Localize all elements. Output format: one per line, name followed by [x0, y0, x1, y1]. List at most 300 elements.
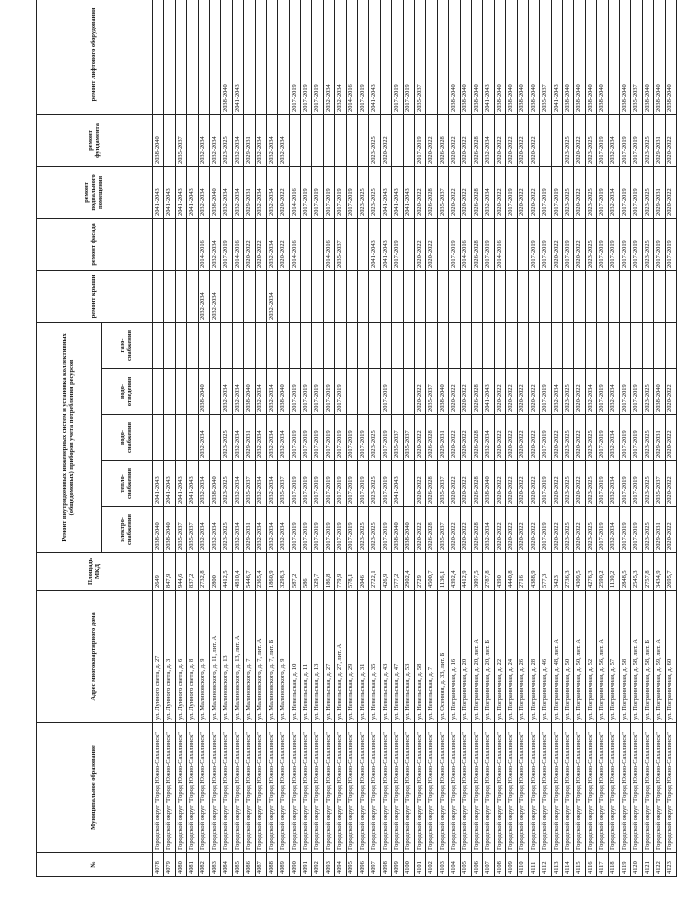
cell-heat: 2017-2019 — [312, 461, 323, 507]
cell-num: 4081 — [187, 853, 198, 877]
cell-roof — [528, 270, 539, 322]
cell-water — [164, 415, 175, 461]
cell-gas — [642, 322, 653, 368]
cell-num: 4084 — [221, 853, 232, 877]
cell-municipality: Городской округ "Город Южно-Сахалинск" — [642, 723, 653, 853]
cell-roof — [563, 270, 574, 322]
cell-foundation — [551, 114, 562, 166]
cell-lift: 2017-2019 — [392, 0, 403, 114]
cell-heat: 2041-2043 — [392, 461, 403, 507]
cell-electro: 2032-2034 — [608, 507, 619, 553]
cell-water: 2029-2031 — [654, 415, 665, 461]
cell-foundation: 2032-2034 — [608, 114, 619, 166]
cell-facade: 2017-2019 — [483, 218, 494, 270]
header-gas: газо-снабжения — [102, 322, 153, 368]
cell-address: ул. Невельская, д. 10 — [289, 591, 300, 723]
cell-water — [153, 415, 164, 461]
cell-lift — [187, 0, 198, 114]
cell-area: 577,3 — [540, 553, 551, 591]
cell-address: ул. Невельская, д. 47 — [392, 591, 403, 723]
cell-foundation: 2023-2025 — [642, 114, 653, 166]
cell-drain: 2020-2022 — [517, 369, 528, 415]
cell-roof — [437, 270, 448, 322]
cell-foundation — [358, 114, 369, 166]
cell-roof — [608, 270, 619, 322]
cell-foundation: 2035-2037 — [175, 114, 186, 166]
cell-municipality: Городской округ "Город Южно-Сахалинск" — [494, 723, 505, 853]
cell-drain: 2017-2019 — [335, 369, 346, 415]
cell-drain: 2032-2034 — [232, 369, 243, 415]
cell-num: 4097 — [369, 853, 380, 877]
cell-drain: 2032-2034 — [585, 369, 596, 415]
cell-municipality: Городской округ "Город Южно-Сахалинск" — [164, 723, 175, 853]
cell-lift: 2038-2040 — [471, 0, 482, 114]
table-row — [426, 0, 437, 877]
cell-water: 2020-2022 — [460, 415, 471, 461]
cell-municipality: Городской округ "Город Южно-Сахалинск" — [369, 723, 380, 853]
cell-area: 4412,9 — [460, 553, 471, 591]
cell-electro: 2026-2028 — [426, 507, 437, 553]
cell-basement: 2032-2034 — [255, 166, 266, 218]
cell-basement: 2023-2025 — [563, 166, 574, 218]
cell-drain: 2017-2019 — [323, 369, 334, 415]
table-row — [301, 0, 312, 877]
cell-foundation — [301, 114, 312, 166]
cell-address: ул. Малиновского, д. 7, лит. А — [255, 591, 266, 723]
cell-address: ул. Пограничная, д. 58, лит. Б — [642, 591, 653, 723]
cell-electro: 2017-2019 — [312, 507, 323, 553]
cell-basement: 2035-2037 — [437, 166, 448, 218]
cell-foundation: 2023-2025 — [585, 114, 596, 166]
cell-municipality: Городской округ "Город Южно-Сахалинск" — [198, 723, 209, 853]
cell-address: ул. Невельская, д. 53 — [403, 591, 414, 723]
cell-area: 2649 — [153, 553, 164, 591]
cell-drain: 2017-2019 — [620, 369, 631, 415]
cell-address: ул. Лунного света, д. 3 — [164, 591, 175, 723]
cell-roof — [164, 270, 175, 322]
cell-num: 4123 — [665, 853, 676, 877]
cell-electro: 2035-2037 — [175, 507, 186, 553]
cell-electro: 2032-2034 — [483, 507, 494, 553]
cell-facade: 2020-2022 — [574, 218, 585, 270]
cell-water: 2029-2031 — [437, 415, 448, 461]
cell-area: 4440,8 — [506, 553, 517, 591]
cell-electro: 2023-2025 — [563, 507, 574, 553]
cell-basement: 2032-2034 — [608, 166, 619, 218]
table-row — [631, 0, 642, 877]
table-row — [369, 0, 380, 877]
cell-area: 4392,4 — [449, 553, 460, 591]
cell-lift: 2038-2040 — [221, 0, 232, 114]
cell-municipality: Городской округ "Город Южно-Сахалинск" — [232, 723, 243, 853]
cell-heat: 2020-2022 — [517, 461, 528, 507]
cell-foundation: 2032-2034 — [232, 114, 243, 166]
table-row — [506, 0, 517, 877]
cell-municipality: Городской округ "Город Южно-Сахалинск" — [608, 723, 619, 853]
cell-num: 4112 — [540, 853, 551, 877]
cell-lift: 2035-2037 — [540, 0, 551, 114]
cell-num: 4079 — [164, 853, 175, 877]
cell-area: 837,2 — [187, 553, 198, 591]
cell-water: 2026-2028 — [471, 415, 482, 461]
cell-basement: 2017-2019 — [301, 166, 312, 218]
cell-electro: 2020-2022 — [449, 507, 460, 553]
cell-gas — [517, 322, 528, 368]
cell-lift — [244, 0, 255, 114]
cell-municipality: Городской округ "Город Южно-Сахалинск" — [403, 723, 414, 853]
cell-gas — [563, 322, 574, 368]
cell-address: ул. Пограничная, д. 20, лит. Б — [483, 591, 494, 723]
cell-address: ул. Пограничная, д. 50, лит. А — [574, 591, 585, 723]
cell-roof — [494, 270, 505, 322]
cell-facade: 2020-2022 — [414, 218, 425, 270]
cell-basement: 2023-2025 — [585, 166, 596, 218]
cell-basement: 2017-2019 — [335, 166, 346, 218]
cell-area: 1130,2 — [608, 553, 619, 591]
table-row — [551, 0, 562, 877]
cell-address: ул. Пограничная, д. 28 — [528, 591, 539, 723]
cell-facade: 2017-2019 — [221, 218, 232, 270]
cell-facade — [153, 218, 164, 270]
cell-lift — [175, 0, 186, 114]
cell-municipality: Городской округ "Город Южно-Сахалинск" — [335, 723, 346, 853]
cell-gas — [232, 322, 243, 368]
cell-roof — [506, 270, 517, 322]
cell-water — [209, 415, 220, 461]
table-row — [266, 0, 277, 877]
cell-basement: 2020-2022 — [278, 166, 289, 218]
cell-heat: 2032-2034 — [608, 461, 619, 507]
cell-heat: 2023-2025 — [221, 461, 232, 507]
cell-electro: 2023-2025 — [369, 507, 380, 553]
cell-lift — [608, 0, 619, 114]
cell-electro: 2038-2040 — [403, 507, 414, 553]
cell-heat: 2032-2034 — [198, 461, 209, 507]
cell-water: 2017-2019 — [620, 415, 631, 461]
cell-address: ул. Пограничная, д. 60 — [665, 591, 676, 723]
cell-gas — [608, 322, 619, 368]
cell-foundation — [403, 114, 414, 166]
cell-electro: 2032-2034 — [255, 507, 266, 553]
cell-foundation — [164, 114, 175, 166]
cell-drain: 2017-2019 — [631, 369, 642, 415]
cell-num: 4103 — [437, 853, 448, 877]
cell-roof — [540, 270, 551, 322]
cell-heat: 2017-2019 — [346, 461, 357, 507]
table-row — [289, 0, 300, 877]
cell-foundation: 2032-2034 — [209, 114, 220, 166]
cell-area: 587,2 — [289, 553, 300, 591]
cell-heat: 2020-2022 — [528, 461, 539, 507]
cell-lift: 2038-2040 — [574, 0, 585, 114]
cell-drain — [369, 369, 380, 415]
cell-foundation: 2017-2019 — [631, 114, 642, 166]
header-heat: тепло-снабжения — [102, 461, 153, 507]
cell-drain — [175, 369, 186, 415]
cell-municipality: Городской округ "Город Южно-Сахалинск" — [426, 723, 437, 853]
cell-roof — [574, 270, 585, 322]
cell-roof — [483, 270, 494, 322]
cell-lift: 2041-2043 — [483, 0, 494, 114]
cell-facade: 2020-2022 — [551, 218, 562, 270]
cell-electro: 2026-2028 — [471, 507, 482, 553]
cell-foundation: 2017-2019 — [414, 114, 425, 166]
cell-gas — [483, 322, 494, 368]
cell-electro: 2017-2019 — [323, 507, 334, 553]
cell-gas — [528, 322, 539, 368]
cell-municipality: Городской округ "Город Южно-Сахалинск" — [255, 723, 266, 853]
cell-roof — [620, 270, 631, 322]
cell-electro: 2020-2022 — [528, 507, 539, 553]
cell-heat: 2017-2019 — [380, 461, 391, 507]
cell-num: 4109 — [506, 853, 517, 877]
cell-address: ул. Пограничная, д. 58, лит. А — [631, 591, 642, 723]
cell-roof — [665, 270, 676, 322]
cell-electro: 2020-2022 — [517, 507, 528, 553]
cell-basement: 2017-2019 — [506, 166, 517, 218]
cell-municipality: Городской округ "Город Южно-Сахалинск" — [392, 723, 403, 853]
cell-area: 2722,1 — [369, 553, 380, 591]
cell-facade: 2014-2016 — [494, 218, 505, 270]
cell-gas — [198, 322, 209, 368]
table-row — [574, 0, 585, 877]
cell-lift: 2035-2037 — [631, 0, 642, 114]
cell-area: 4309,5 — [574, 553, 585, 591]
cell-municipality: Городской округ "Город Южно-Сахалинск" — [528, 723, 539, 853]
cell-drain: 2023-2025 — [563, 369, 574, 415]
cell-address: ул. Невельская, д. 13 — [312, 591, 323, 723]
cell-water: 2017-2019 — [301, 415, 312, 461]
header-drain: водо-отведения — [102, 369, 153, 415]
header-area: Площадь МКД — [37, 553, 153, 591]
header-foundation: ремонт фундамента — [37, 114, 153, 166]
cell-facade: 2014-2016 — [323, 218, 334, 270]
cell-foundation: 2020-2022 — [506, 114, 517, 166]
cell-heat: 2020-2022 — [506, 461, 517, 507]
cell-area: 2046 — [358, 553, 369, 591]
cell-area: 586 — [301, 553, 312, 591]
cell-area: 2848,5 — [620, 553, 631, 591]
cell-num: 4087 — [255, 853, 266, 877]
cell-num: 4101 — [414, 853, 425, 877]
cell-gas — [597, 322, 608, 368]
cell-foundation: 2032-2034 — [255, 114, 266, 166]
cell-address: ул. Пограничная, д. 56, лит. А — [597, 591, 608, 723]
cell-municipality: Городской округ "Город Южно-Сахалинск" — [289, 723, 300, 853]
cell-area: 4388,9 — [528, 553, 539, 591]
cell-municipality: Городской округ "Город Южно-Сахалинск" — [483, 723, 494, 853]
cell-municipality: Городской округ "Город Южно-Сахалинск" — [301, 723, 312, 853]
cell-foundation: 2023-2025 — [221, 114, 232, 166]
cell-lift: 2038-2040 — [460, 0, 471, 114]
cell-gas — [175, 322, 186, 368]
cell-foundation: 2020-2022 — [494, 114, 505, 166]
cell-facade — [175, 218, 186, 270]
cell-basement: 2020-2022 — [528, 166, 539, 218]
cell-gas — [506, 322, 517, 368]
cell-num: 4110 — [517, 853, 528, 877]
cell-electro: 2032-2034 — [278, 507, 289, 553]
cell-foundation: 2023-2025 — [369, 114, 380, 166]
table-row — [346, 0, 357, 877]
cell-gas — [312, 322, 323, 368]
cell-basement: 2026-2028 — [426, 166, 437, 218]
header-municipality: Муниципальное образование — [37, 723, 153, 853]
cell-heat: 2035-2037 — [244, 461, 255, 507]
cell-drain: 2032-2034 — [551, 369, 562, 415]
cell-drain — [392, 369, 403, 415]
cell-gas — [540, 322, 551, 368]
cell-municipality: Городской округ "Город Южно-Сахалинск" — [517, 723, 528, 853]
cell-facade — [517, 218, 528, 270]
cell-heat: 2041-2043 — [153, 461, 164, 507]
cell-gas — [414, 322, 425, 368]
cell-facade: 2014-2016 — [289, 218, 300, 270]
cell-basement: 2041-2043 — [175, 166, 186, 218]
cell-facade: 2017-2019 — [563, 218, 574, 270]
table-row — [380, 0, 391, 877]
cell-water: 2017-2019 — [335, 415, 346, 461]
cell-electro: 2017-2019 — [620, 507, 631, 553]
cell-electro: 2017-2019 — [597, 507, 608, 553]
cell-water: 2032-2034 — [198, 415, 209, 461]
cell-lift: 2032-2034 — [323, 0, 334, 114]
cell-num: 4119 — [620, 853, 631, 877]
table-row — [517, 0, 528, 877]
cell-water: 2032-2034 — [266, 415, 277, 461]
cell-municipality: Городской округ "Город Южно-Сахалинск" — [209, 723, 220, 853]
cell-area: 944,6 — [175, 553, 186, 591]
cell-basement: 2032-2034 — [266, 166, 277, 218]
cell-lift: 2038-2040 — [654, 0, 665, 114]
cell-municipality: Городской округ "Город Южно-Сахалинск" — [221, 723, 232, 853]
cell-heat: 2017-2019 — [323, 461, 334, 507]
table-row — [232, 0, 243, 877]
cell-foundation: 2020-2022 — [426, 114, 437, 166]
cell-electro: 2017-2019 — [289, 507, 300, 553]
cell-municipality: Городской округ "Город Южно-Сахалинск" — [380, 723, 391, 853]
cell-heat: 2026-2028 — [426, 461, 437, 507]
cell-num: 4091 — [301, 853, 312, 877]
table-row — [175, 0, 186, 877]
cell-address: ул. Невельская, д. 7 — [426, 591, 437, 723]
cell-facade — [312, 218, 323, 270]
cell-roof — [244, 270, 255, 322]
cell-basement: 2017-2019 — [346, 166, 357, 218]
cell-water: 2020-2022 — [517, 415, 528, 461]
cell-water — [175, 415, 186, 461]
cell-electro: 2023-2025 — [358, 507, 369, 553]
cell-drain: 2020-2022 — [414, 369, 425, 415]
cell-basement: 2020-2022 — [517, 166, 528, 218]
cell-electro: 2017-2019 — [335, 507, 346, 553]
cell-municipality: Городской округ "Город Южно-Сахалинск" — [153, 723, 164, 853]
cell-area: 3097,5 — [471, 553, 482, 591]
cell-heat: 2035-2037 — [437, 461, 448, 507]
cell-lift: 2017-2019 — [312, 0, 323, 114]
cell-gas — [403, 322, 414, 368]
cell-electro: 2038-2040 — [392, 507, 403, 553]
cell-municipality: Городской округ "Город Южно-Сахалинск" — [540, 723, 551, 853]
cell-num: 4105 — [460, 853, 471, 877]
cell-facade: 2041-2043 — [380, 218, 391, 270]
cell-heat — [403, 461, 414, 507]
cell-municipality: Городской округ "Город Южно-Сахалинск" — [278, 723, 289, 853]
cell-num: 4093 — [323, 853, 334, 877]
table-row — [403, 0, 414, 877]
table-row — [187, 0, 198, 877]
cell-lift — [198, 0, 209, 114]
cell-foundation: 2038-2040 — [153, 114, 164, 166]
cell-num: 4096 — [358, 853, 369, 877]
table-row — [597, 0, 608, 877]
cell-lift — [278, 0, 289, 114]
cell-water: 2017-2019 — [312, 415, 323, 461]
cell-water: 2035-2037 — [392, 415, 403, 461]
cell-water: 2032-2034 — [278, 415, 289, 461]
cell-gas — [380, 322, 391, 368]
cell-water: 2020-2022 — [551, 415, 562, 461]
cell-drain: 2017-2019 — [540, 369, 551, 415]
cell-basement: 2020-2022 — [449, 166, 460, 218]
cell-heat: 2020-2022 — [460, 461, 471, 507]
cell-roof — [323, 270, 334, 322]
cell-municipality: Городской округ "Город Южно-Сахалинск" — [312, 723, 323, 853]
cell-electro: 2017-2019 — [540, 507, 551, 553]
cell-drain: 2020-2022 — [494, 369, 505, 415]
cell-heat: 2017-2019 — [597, 461, 608, 507]
cell-basement: 2023-2025 — [369, 166, 380, 218]
cell-roof — [255, 270, 266, 322]
cell-drain: 2020-2022 — [574, 369, 585, 415]
cell-drain: 2020-2022 — [460, 369, 471, 415]
cell-lift: 2017-2019 — [301, 0, 312, 114]
cell-basement: 2017-2019 — [540, 166, 551, 218]
cell-area: 847,9 — [164, 553, 175, 591]
cell-foundation: 2032-2034 — [198, 114, 209, 166]
cell-num: 4102 — [426, 853, 437, 877]
cell-heat: 2038-2040 — [209, 461, 220, 507]
cell-electro: 2038-2040 — [164, 507, 175, 553]
cell-electro: 2020-2022 — [460, 507, 471, 553]
cell-address: ул. Пограничная, д. 59, лит. А — [654, 591, 665, 723]
cell-lift: 2017-2019 — [358, 0, 369, 114]
cell-foundation: 2032-2034 — [278, 114, 289, 166]
table-row — [244, 0, 255, 877]
table-row — [471, 0, 482, 877]
cell-drain — [164, 369, 175, 415]
cell-basement: 2020-2022 — [460, 166, 471, 218]
cell-roof — [380, 270, 391, 322]
table-body — [153, 0, 677, 877]
header-lift: ремонт лифтового оборудования — [37, 0, 153, 114]
cell-address: ул. Пограничная, д. 16 — [449, 591, 460, 723]
cell-num: 4080 — [175, 853, 186, 877]
header-num: № — [37, 853, 153, 877]
cell-area: 2732,8 — [198, 553, 209, 591]
cell-area: 2902,4 — [403, 553, 414, 591]
table-row — [528, 0, 539, 877]
cell-lift: 2032-2034 — [335, 0, 346, 114]
cell-drain: 2032-2034 — [255, 369, 266, 415]
cell-basement: 2038-2040 — [209, 166, 220, 218]
cell-lift: 2038-2040 — [449, 0, 460, 114]
cell-drain: 2020-2022 — [506, 369, 517, 415]
cell-electro: 2038-2040 — [153, 507, 164, 553]
cell-lift: 2038-2040 — [665, 0, 676, 114]
cell-area: 2545,3 — [631, 553, 642, 591]
cell-basement: 2017-2019 — [631, 166, 642, 218]
